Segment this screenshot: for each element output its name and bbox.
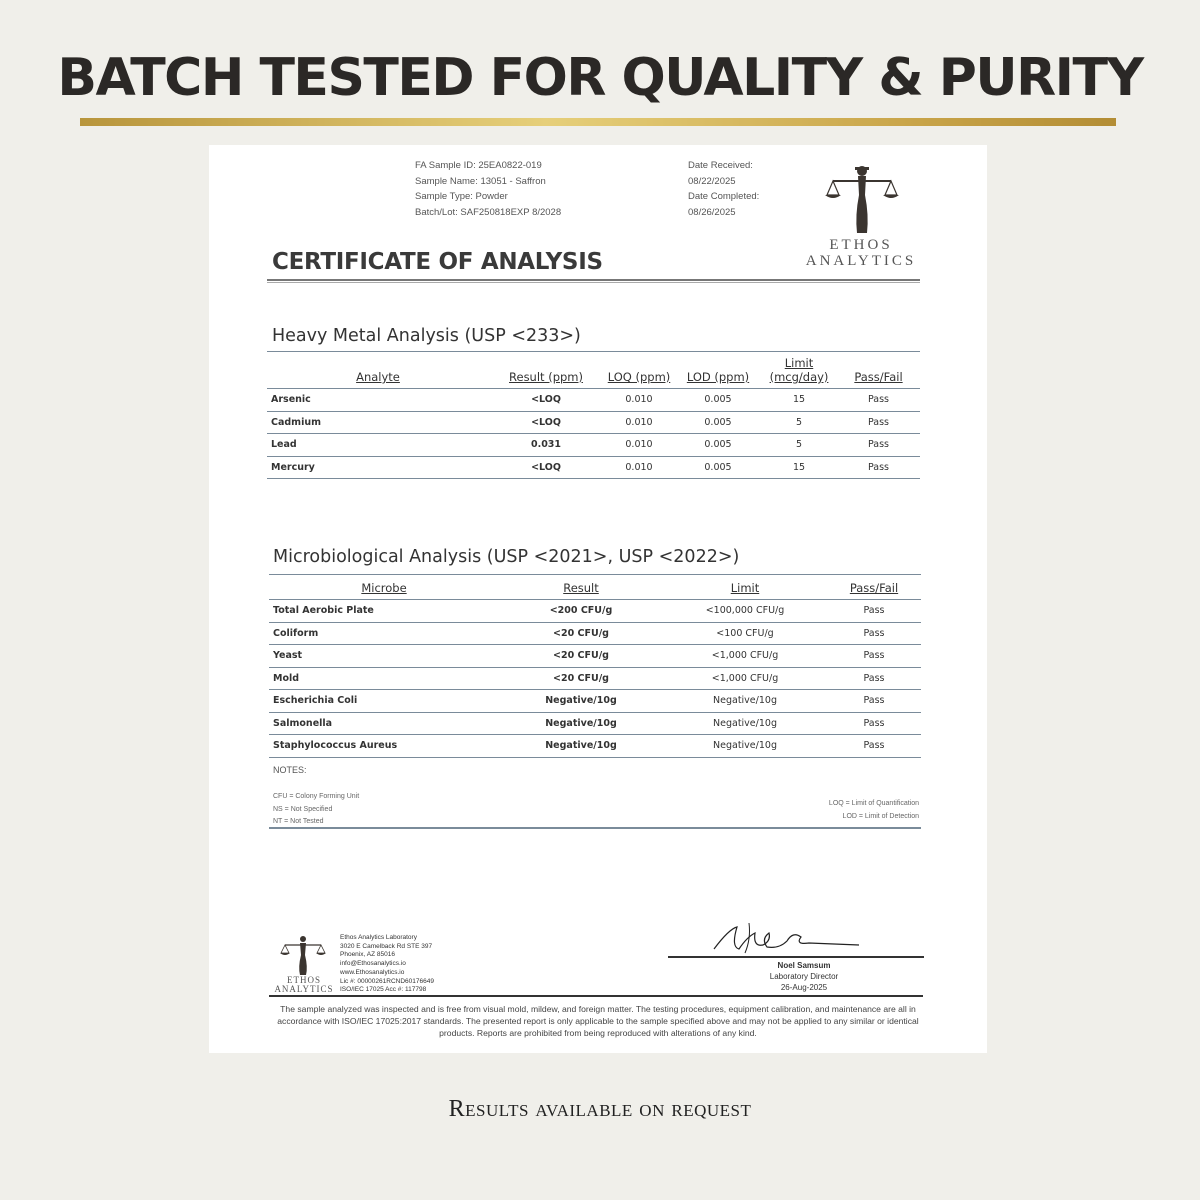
- heavy_metals-cell: <LOQ: [489, 411, 603, 434]
- table-row: [269, 667, 921, 690]
- micro-cell: Pass: [827, 667, 921, 690]
- title-rule: [267, 279, 920, 281]
- table-row: [267, 411, 920, 434]
- signature-block: [719, 960, 889, 993]
- micro-cell: <100,000 CFU/g: [663, 600, 827, 623]
- heavy_metals-cell: 15: [761, 456, 837, 479]
- micro-cell: <1,000 CFU/g: [663, 645, 827, 668]
- notes-rule: [269, 827, 921, 829]
- heavy_metals-cell: 0.010: [603, 389, 675, 412]
- col-micro-limit: Limit: [730, 581, 760, 595]
- heavy_metals-cell: Arsenic: [267, 389, 489, 412]
- heavy_metals-cell: 0.005: [675, 456, 761, 479]
- micro-cell: Pass: [827, 622, 921, 645]
- date-completed: 08/26/2025: [688, 206, 736, 218]
- micro-cell: <20 CFU/g: [499, 622, 663, 645]
- heavy_metals-cell: Mercury: [267, 456, 489, 479]
- date-received-label: Date Received:: [688, 160, 753, 171]
- table-row: [267, 456, 920, 479]
- notes-left: CFU = Colony Forming Unit NS = Not Specified NT = Not Tested: [273, 793, 360, 825]
- col-passfail: Pass/Fail: [854, 370, 903, 384]
- table-row: [269, 690, 921, 713]
- date-received: 08/22/2025: [688, 175, 736, 187]
- heavy_metals-cell: 0.005: [675, 389, 761, 412]
- col-microbe: Microbe: [361, 581, 407, 595]
- signer-name: Noel Samsum: [777, 961, 831, 970]
- certificate-title: CERTIFICATE OF ANALYSIS: [272, 249, 603, 275]
- table-row: [269, 622, 921, 645]
- sample-info-left: [415, 158, 561, 220]
- micro-cell: Pass: [827, 735, 921, 758]
- col-lod: LOD (ppm): [686, 370, 750, 384]
- notes-label: NOTES:: [273, 765, 307, 775]
- heavy_metals-cell: 0.031: [489, 434, 603, 457]
- heavy_metals-cell: Pass: [837, 411, 920, 434]
- heavy_metals-cell: 15: [761, 389, 837, 412]
- micro-cell: Negative/10g: [499, 690, 663, 713]
- col-result: Result (ppm): [509, 370, 583, 384]
- micro-cell: Yeast: [269, 645, 499, 668]
- sample-id: FA Sample ID: 25EA0822-019: [415, 160, 542, 171]
- micro-cell: Negative/10g: [663, 712, 827, 735]
- footer-rule: [269, 995, 923, 997]
- micro-cell: Staphylococcus Aureus: [269, 735, 499, 758]
- sample-type: Sample Type: Powder: [415, 191, 508, 202]
- table-row: [269, 712, 921, 735]
- heavy_metals-cell: 5: [761, 434, 837, 457]
- heavy_metals-cell: <LOQ: [489, 456, 603, 479]
- heavy_metals-cell: Pass: [837, 456, 920, 479]
- signature-line: [668, 956, 924, 958]
- heavy_metals-cell: Pass: [837, 389, 920, 412]
- sample-name: Sample Name: 13051 - Saffron: [415, 175, 546, 187]
- micro-cell: Escherichia Coli: [269, 690, 499, 713]
- notes-right: LOQ = Limit of Quantification LOD = Limit of Detection: [828, 800, 919, 820]
- signature-date: 26-Aug-2025: [780, 983, 828, 992]
- micro-cell: Mold: [269, 667, 499, 690]
- table-row: [269, 735, 921, 758]
- col-analyte: Analyte: [356, 370, 400, 384]
- micro-cell: Pass: [827, 600, 921, 623]
- micro-cell: <20 CFU/g: [499, 667, 663, 690]
- col-micro-passfail: Pass/Fail: [849, 581, 899, 595]
- micro-cell: Pass: [827, 645, 921, 668]
- micro-cell: Negative/10g: [663, 690, 827, 713]
- micro-cell: Salmonella: [269, 712, 499, 735]
- heavy_metals-cell: 5: [761, 411, 837, 434]
- heavy_metals-cell: 0.010: [603, 411, 675, 434]
- micro-cell: Negative/10g: [499, 712, 663, 735]
- micro-cell: Coliform: [269, 622, 499, 645]
- micro-cell: Negative/10g: [499, 735, 663, 758]
- heavy_metals-cell: 0.005: [675, 411, 761, 434]
- certificate-sheet: [209, 145, 987, 1053]
- col-limit: Limit (mcg/day): [769, 356, 829, 384]
- lab-logo-wordmark: ETHOS ANALYTICS: [274, 975, 334, 994]
- micro-cell: Pass: [827, 712, 921, 735]
- micro-title: Microbiological Analysis (USP <2021>, USP <2022>): [273, 547, 740, 567]
- table-row: [269, 645, 921, 668]
- heavy_metals-cell: Pass: [837, 434, 920, 457]
- batch-lot: Batch/Lot: SAF250818EXP 8/2028: [415, 206, 562, 218]
- heavy-metal-title: Heavy Metal Analysis (USP <233>): [272, 326, 581, 346]
- banner-title: BATCH TESTED FOR QUALITY & PURITY: [57, 48, 1143, 108]
- heavy_metals-cell: <LOQ: [489, 389, 603, 412]
- results-caption: Results available on request: [448, 1096, 752, 1122]
- col-micro-result: Result: [563, 581, 599, 595]
- heavy_metals-cell: Cadmium: [267, 411, 489, 434]
- micro-cell: <100 CFU/g: [663, 622, 827, 645]
- micro-cell: Pass: [827, 690, 921, 713]
- col-loq: LOQ (ppm): [607, 370, 671, 384]
- date-completed-label: Date Completed:: [688, 191, 760, 202]
- heavy_metals-cell: 0.010: [603, 434, 675, 457]
- micro-cell: Negative/10g: [663, 735, 827, 758]
- sample-info-right: [688, 158, 759, 220]
- heavy_metals-cell: 0.005: [675, 434, 761, 457]
- micro-cell: <20 CFU/g: [499, 645, 663, 668]
- signer-role: Laboratory Director: [769, 972, 839, 981]
- title-rule-thin: [267, 282, 920, 283]
- gold-divider: [80, 118, 1116, 126]
- disclaimer-text: The sample analyzed was inspected and is free from visual mold, mildew, and foreign matter. The testing procedures, equipment calibration, and maintenance are all in accordance with ISO/IEC 17025:2017 standards. The presented report is only applicable to the sample specified above and may not be applied to any similar or identical products. Reports are prohibited from being reproduced with alterations of any kind.: [277, 1004, 919, 1038]
- micro-cell: Total Aerobic Plate: [269, 600, 499, 623]
- ethos-logo-wordmark: ETHOS ANALYTICS: [805, 237, 917, 269]
- lab-contact-info: Ethos Analytics Laboratory 3020 E Camelback Rd STE 397 Phoenix, AZ 85016 info@Ethosanalytics.io www.Ethosanalytics.io Lic #: 00000261RCND60176649 ISO/IEC 17025 Acc #: 117798: [340, 934, 434, 994]
- signature-image: [709, 919, 869, 959]
- table-row: [269, 600, 921, 623]
- heavy_metals-cell: Lead: [267, 434, 489, 457]
- micro-cell: <1,000 CFU/g: [663, 667, 827, 690]
- table-row: [267, 434, 920, 457]
- micro-table: [269, 574, 921, 758]
- heavy-metal-table: [267, 351, 920, 479]
- micro-cell: <200 CFU/g: [499, 600, 663, 623]
- table-row: [267, 389, 920, 412]
- heavy_metals-cell: 0.010: [603, 456, 675, 479]
